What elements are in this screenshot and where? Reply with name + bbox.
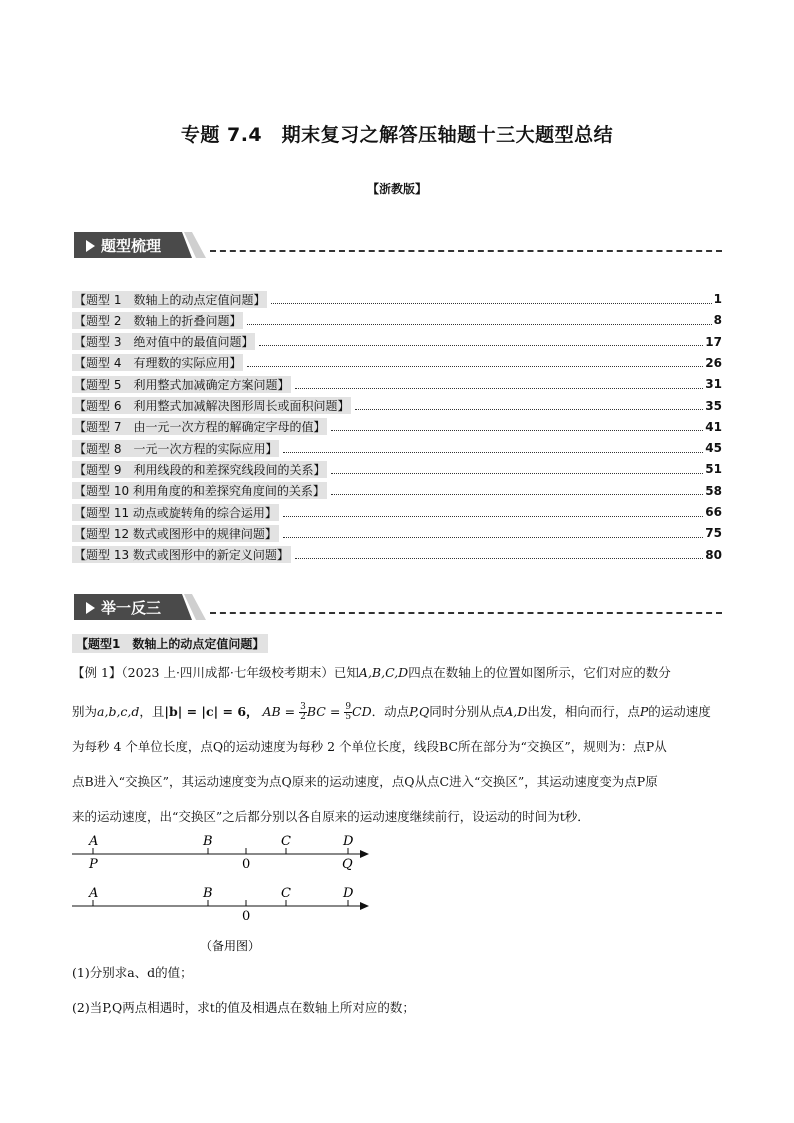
- toc-page-number: 66: [705, 505, 722, 519]
- dash-divider: [210, 250, 722, 252]
- toc-page-number: 1: [713, 292, 722, 306]
- question-1: (1)分别求a、d的值；: [72, 965, 193, 980]
- banner-title: 举一反三: [101, 599, 162, 617]
- toc-leader-dots: [283, 537, 703, 538]
- toc-entry[interactable]: [72, 523, 722, 543]
- toc-entry-label: 【题型 12 数式或图形中的规律问题】: [74, 526, 277, 541]
- toc-entry[interactable]: [72, 545, 722, 565]
- section-heading: 【题型1 数轴上的动点定值问题】: [72, 634, 268, 653]
- toc-leader-dots: [271, 303, 711, 304]
- figure-caption: （备用图）: [200, 939, 261, 953]
- toc-entry-label: 【题型 4 有理数的实际应用】: [74, 356, 242, 371]
- toc-entry[interactable]: [72, 396, 722, 416]
- toc-entry[interactable]: [72, 310, 722, 330]
- toc-page-number: 31: [705, 377, 722, 392]
- play-icon: [86, 602, 95, 614]
- toc-leader-dots: [247, 324, 711, 325]
- toc-page-number: 45: [705, 441, 722, 456]
- toc-leader-dots: [247, 366, 703, 367]
- dash-divider: [210, 612, 722, 614]
- toc-entry[interactable]: [72, 459, 722, 479]
- toc-entry-label: 【题型 11 动点或旋转角的综合运用】: [74, 505, 277, 520]
- question-2: (2)当P,Q两点相遇时，求t的值及相遇点在数轴上所对应的数；: [72, 1000, 415, 1015]
- toc-entry-label: 【题型 3 绝对值中的最值问题】: [74, 335, 254, 350]
- toc-entry[interactable]: [72, 289, 722, 309]
- toc-leader-dots: [331, 430, 703, 431]
- banner-title: 题型梳理: [101, 237, 162, 255]
- section-banner-overview: [74, 232, 724, 258]
- toc-page-number: 51: [705, 462, 722, 477]
- toc-entry-label: 【题型 2 数轴上的折叠问题】: [74, 313, 242, 328]
- toc-entry[interactable]: [72, 417, 722, 437]
- point-label-c: C: [281, 886, 291, 901]
- example-line-5: 来的运动速度，出“交换区”之后都分别以各自原来的运动速度继续前行，设运动的时间为t秒．: [72, 809, 590, 824]
- origin-label: 0: [242, 857, 251, 872]
- toc-entry[interactable]: [72, 502, 722, 522]
- point-label-d: D: [343, 886, 354, 901]
- point-label-b: B: [203, 886, 213, 901]
- toc-page-number: 75: [705, 526, 722, 541]
- toc-leader-dots: [331, 494, 703, 495]
- toc-entry-label: 【题型 13 数式或图形中的新定义问题】: [74, 548, 289, 563]
- number-line-figure: [60, 826, 380, 966]
- edition-label: 【浙教版】: [366, 182, 427, 196]
- toc-leader-dots: [283, 516, 703, 517]
- example-line-3: 为每秒 4 个单位长度，点Q的运动速度为每秒 2 个单位长度，线段BC所在部分为“交换区”，规则为：点P从: [72, 739, 667, 754]
- number-line-spare: [72, 886, 369, 924]
- toc-leader-dots: [295, 558, 703, 559]
- toc-entry[interactable]: [72, 374, 722, 394]
- point-label-a: A: [89, 886, 99, 901]
- toc-page-number: 26: [705, 355, 722, 370]
- toc-entry-label: 【题型 8 一元一次方程的实际应用】: [74, 441, 278, 456]
- point-label-d: D: [343, 834, 354, 849]
- point-label-b: B: [203, 834, 213, 849]
- play-icon: [86, 240, 95, 252]
- number-line-main: [72, 834, 369, 872]
- toc-leader-dots: [355, 409, 703, 410]
- toc-entry-label: 【题型 5 利用整式加减确定方案问题】: [74, 377, 290, 392]
- point-label-c: C: [281, 834, 291, 849]
- toc-leader-dots: [331, 473, 703, 474]
- toc-page-number: 41: [705, 419, 722, 434]
- section-banner-examples: [74, 594, 724, 620]
- toc-page-number: 17: [705, 334, 722, 349]
- example-line-1: 【例 1】（2023 上·四川成都·七年级校考期末）已知A,B,C,D四点在数轴上的位置如图所示，它们对应的数分: [72, 665, 671, 680]
- toc-entry[interactable]: [72, 481, 722, 501]
- toc-leader-dots: [283, 452, 703, 453]
- toc-entry-label: 【题型 9 利用线段的和差探究线段间的关系】: [74, 462, 326, 477]
- example-line-2: 别为a,b,c,d，且|b| = |c| = 6， AB = $\frac{3}{2}$ BC = $\frac{9}{5}$ CD．动点P,Q同时分别从点A,D出发，相向而行，点P的运动速度: [72, 702, 711, 722]
- point-label-a: A: [89, 834, 99, 849]
- toc-page-number: 58: [705, 483, 722, 498]
- point-label-p: P: [89, 857, 98, 872]
- toc-entry-label: 【题型 7 由一元一次方程的解确定字母的值】: [74, 420, 326, 435]
- toc-entry-label: 【题型 6 利用整式加减解决图形周长或面积问题】: [74, 399, 350, 413]
- example-line-4: 点B进入“交换区”，其运动速度变为点Q原来的运动速度，点Q从点C进入“交换区”，其运动速度变为点P原: [72, 774, 658, 789]
- toc-entry[interactable]: [72, 438, 722, 458]
- origin-label: 0: [242, 909, 251, 924]
- toc-page-number: 80: [705, 547, 722, 562]
- toc-leader-dots: [295, 388, 703, 389]
- toc-leader-dots: [259, 345, 703, 346]
- toc-page-number: 8: [713, 313, 722, 328]
- toc-entry-label: 【题型 1 数轴上的动点定值问题】: [74, 292, 266, 307]
- toc-entry-label: 【题型 10 利用角度的和差探究角度间的关系】: [74, 484, 325, 499]
- toc-page-number: 35: [705, 398, 722, 413]
- toc-entry[interactable]: [72, 332, 722, 352]
- page-title: 专题 7.4 期末复习之解答压轴题十三大题型总结: [180, 124, 614, 146]
- toc-entry[interactable]: [72, 353, 722, 373]
- point-label-q: Q: [342, 857, 353, 872]
